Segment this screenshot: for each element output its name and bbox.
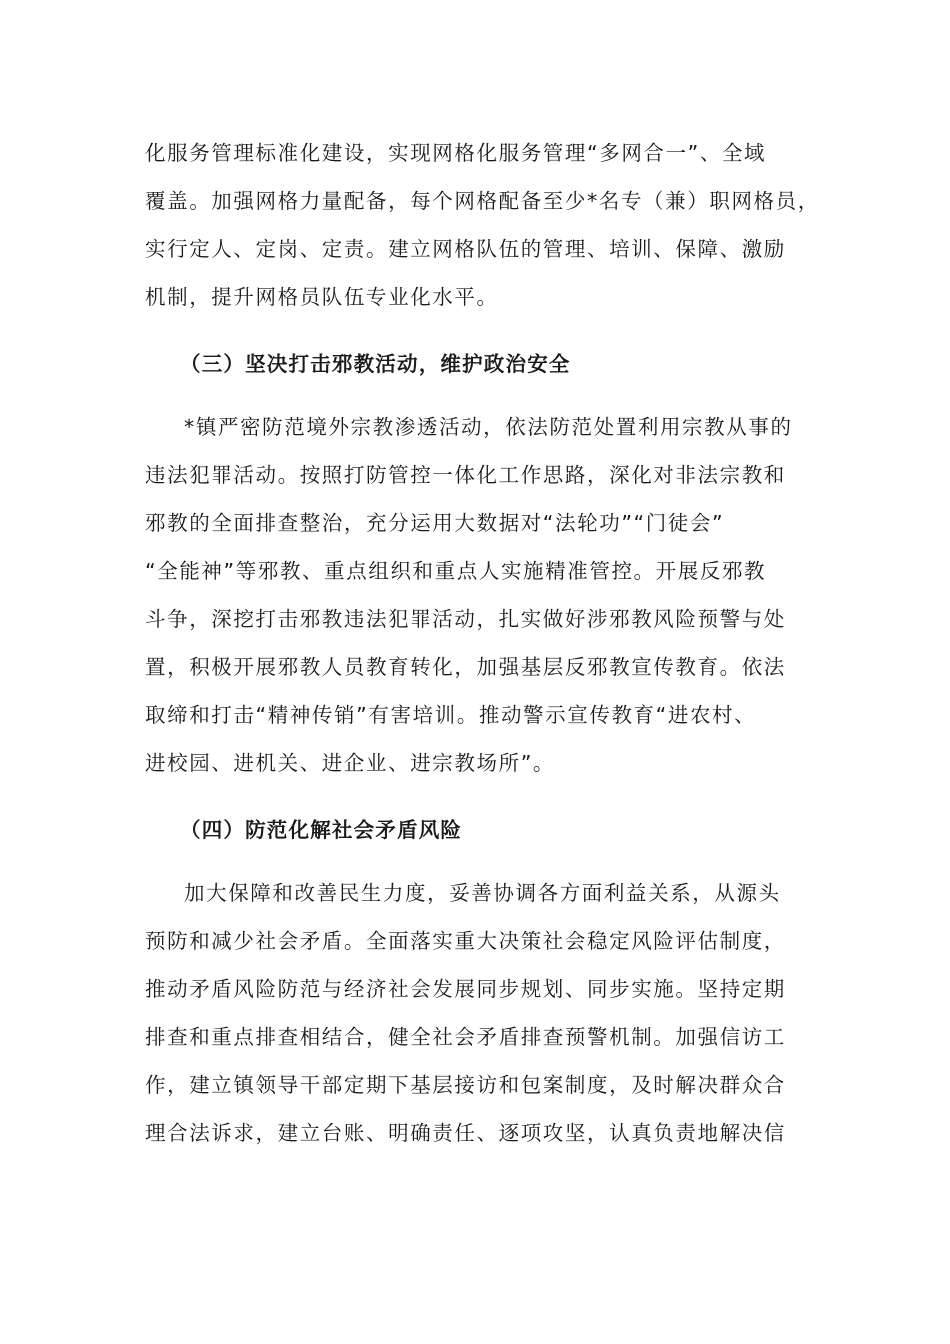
paragraph-line: 斗争，深挖打击邪教违法犯罪活动，扎实做好涉邪教风险预警与处 [145, 607, 786, 631]
paragraph-line: 排查和重点排查相结合，健全社会矛盾排查预警机制。加强信访工 [145, 1025, 786, 1049]
paragraph-line: 覆盖。加强网格力量配备，每个网格配备至少*名专（兼）职网格员， [145, 189, 820, 213]
section-heading-three: （三）坚决打击邪教活动，维护政治安全 [180, 352, 571, 376]
paragraph-line: “全能神”等邪教、重点组织和重点人实施精准管控。开展反邪教 [145, 559, 767, 583]
paragraph-line: 机制，提升网格员队伍专业化水平。 [145, 285, 499, 309]
paragraph-line: 置，积极开展邪教人员教育转化，加强基层反邪教宣传教育。依法 [145, 655, 786, 679]
paragraph-line: *镇严密防范境外宗教渗透活动，依法防范处置利用宗教从事的 [184, 415, 793, 439]
paragraph-line: 实行定人、定岗、定责。建立网格队伍的管理、培训、保障、激励 [145, 237, 786, 261]
paragraph-line: 预防和减少社会矛盾。全面落实重大决策社会稳定风险评估制度， [145, 929, 786, 953]
paragraph-line: 加大保障和改善民生力度，妥善协调各方面利益关系，从源头 [184, 881, 781, 905]
paragraph-line: 化服务管理标准化建设，实现网格化服务管理“多网合一”、全域 [145, 141, 767, 165]
section-heading-four: （四）防范化解社会矛盾风险 [180, 818, 463, 842]
paragraph-line: 取缔和打击“精神传销”有害培训。推动警示宣传教育“进农村、 [145, 703, 757, 727]
paragraph-line: 进校园、进机关、进企业、进宗教场所”。 [145, 751, 556, 775]
paragraph-line: 违法犯罪活动。按照打防管控一体化工作思路，深化对非法宗教和 [145, 463, 786, 487]
paragraph-line: 作，建立镇领导干部定期下基层接访和包案制度，及时解决群众合 [145, 1073, 786, 1097]
paragraph-line: 理合法诉求，建立台账、明确责任、逐项攻坚，认真负责地解决信 [145, 1121, 786, 1145]
paragraph-line: 邪教的全面排查整治，充分运用大数据对“法轮功”“门徒会” [145, 511, 725, 535]
paragraph-line: 推动矛盾风险防范与经济社会发展同步规划、同步实施。坚持定期 [145, 977, 786, 1001]
